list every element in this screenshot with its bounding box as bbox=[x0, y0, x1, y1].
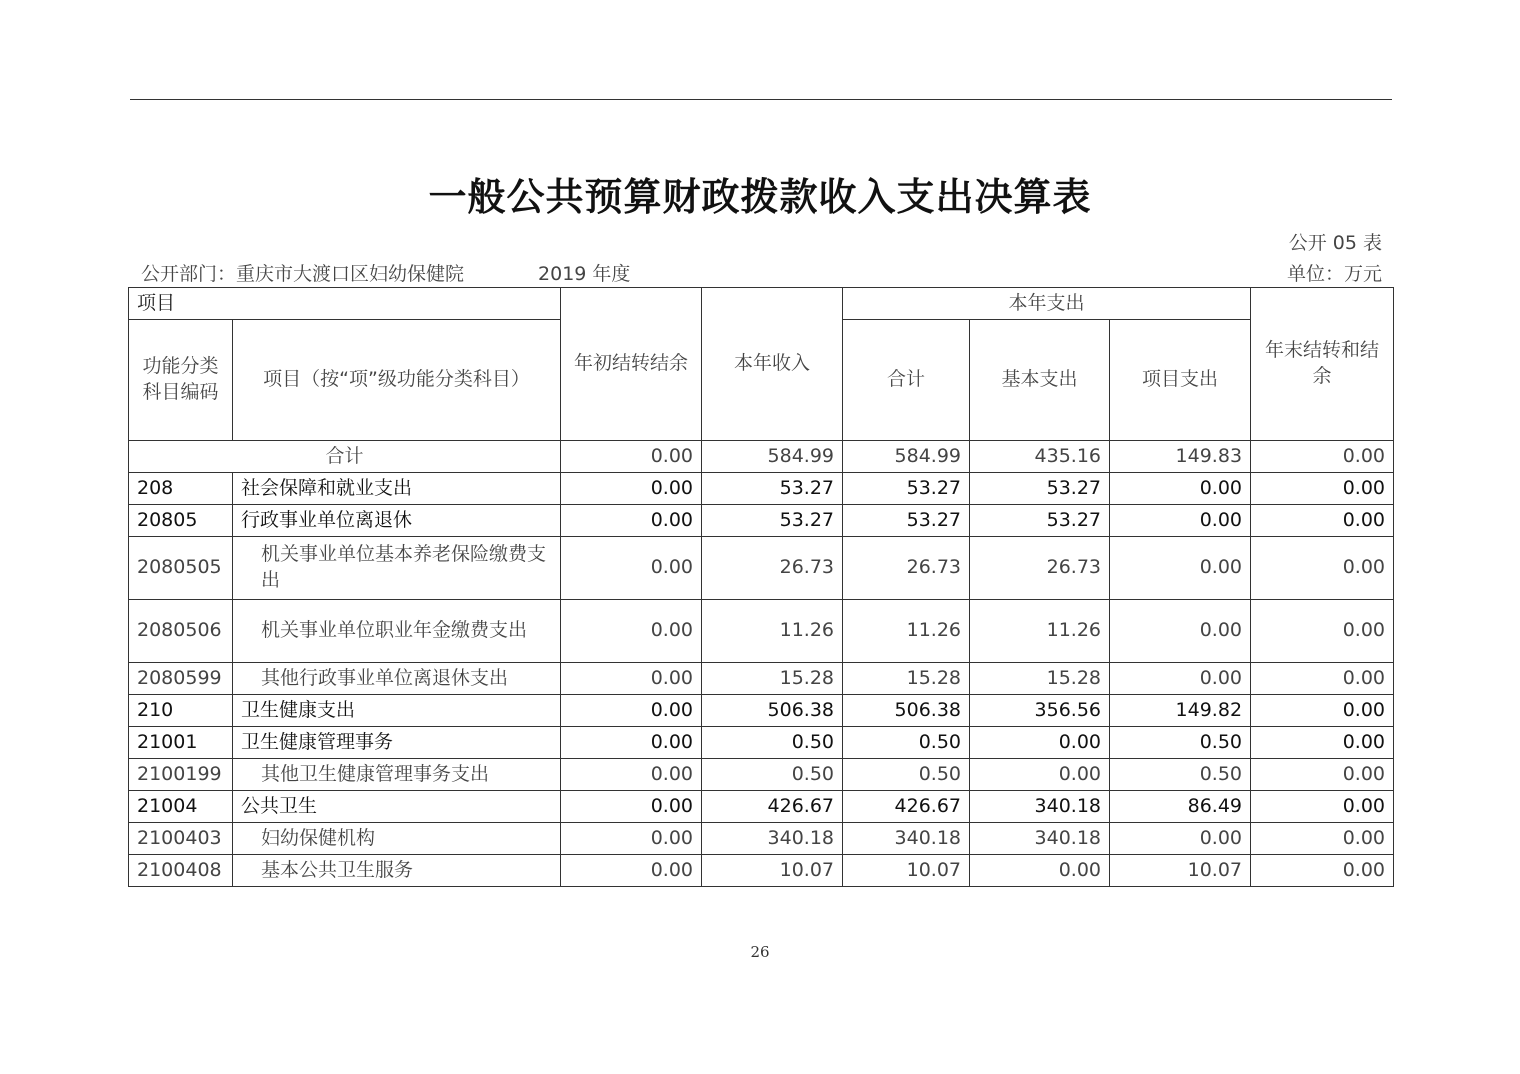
row-code: 2080506 bbox=[129, 600, 233, 663]
row-name: 社会保障和就业支出 bbox=[233, 473, 561, 505]
row-basic: 26.73 bbox=[970, 537, 1110, 600]
row-end-balance: 0.00 bbox=[1251, 823, 1394, 855]
row-expense-total: 426.67 bbox=[843, 791, 970, 823]
row-name: 行政事业单位离退休 bbox=[233, 505, 561, 537]
row-end-balance: 0.00 bbox=[1251, 663, 1394, 695]
row-code: 21004 bbox=[129, 791, 233, 823]
report-meta bbox=[141, 259, 630, 286]
row-code: 2080505 bbox=[129, 537, 233, 600]
table-row bbox=[129, 855, 1394, 887]
header-expense-total: 合计 bbox=[843, 320, 970, 441]
row-begin-balance: 0.00 bbox=[561, 505, 702, 537]
fiscal-year: 2019 年度 bbox=[538, 263, 631, 285]
row-basic: 15.28 bbox=[970, 663, 1110, 695]
row-expense-total: 0.50 bbox=[843, 759, 970, 791]
row-code: 2100199 bbox=[129, 759, 233, 791]
row-name: 公共卫生 bbox=[233, 791, 561, 823]
row-income: 53.27 bbox=[702, 505, 843, 537]
row-end-balance: 0.00 bbox=[1251, 695, 1394, 727]
row-begin-balance: 0.00 bbox=[561, 537, 702, 600]
form-number: 公开 05 表 bbox=[1288, 232, 1382, 254]
row-code: 21001 bbox=[129, 727, 233, 759]
row-income: 0.50 bbox=[702, 759, 843, 791]
row-basic: 0.00 bbox=[970, 727, 1110, 759]
row-name: 基本公共卫生服务 bbox=[233, 855, 561, 887]
row-begin-balance: 0.00 bbox=[561, 791, 702, 823]
row-income: 15.28 bbox=[702, 663, 843, 695]
row-project: 0.00 bbox=[1110, 537, 1251, 600]
header-end-balance: 年末结转和结余 bbox=[1251, 288, 1394, 441]
header-income: 本年收入 bbox=[702, 288, 843, 441]
row-expense-total: 340.18 bbox=[843, 823, 970, 855]
total-income: 584.99 bbox=[702, 441, 843, 473]
row-project: 10.07 bbox=[1110, 855, 1251, 887]
row-name: 其他行政事业单位离退休支出 bbox=[233, 663, 561, 695]
row-income: 53.27 bbox=[702, 473, 843, 505]
row-begin-balance: 0.00 bbox=[561, 600, 702, 663]
row-expense-total: 10.07 bbox=[843, 855, 970, 887]
row-basic: 53.27 bbox=[970, 473, 1110, 505]
header-basic: 基本支出 bbox=[970, 320, 1110, 441]
row-name: 机关事业单位职业年金缴费支出 bbox=[233, 600, 561, 663]
total-begin-balance: 0.00 bbox=[561, 441, 702, 473]
table-row bbox=[129, 505, 1394, 537]
total-project: 149.83 bbox=[1110, 441, 1251, 473]
department-label: 公开部门：重庆市大渡口区妇幼保健院 bbox=[141, 263, 465, 285]
table-row bbox=[129, 663, 1394, 695]
row-begin-balance: 0.00 bbox=[561, 855, 702, 887]
row-begin-balance: 0.00 bbox=[561, 823, 702, 855]
budget-table bbox=[128, 287, 1394, 887]
row-expense-total: 53.27 bbox=[843, 505, 970, 537]
header-begin-balance: 年初结转结余 bbox=[561, 288, 702, 441]
row-begin-balance: 0.00 bbox=[561, 663, 702, 695]
header-item: 项目 bbox=[129, 288, 561, 320]
row-end-balance: 0.00 bbox=[1251, 855, 1394, 887]
unit-label: 单位：万元 bbox=[1286, 263, 1382, 285]
row-end-balance: 0.00 bbox=[1251, 727, 1394, 759]
row-expense-total: 0.50 bbox=[843, 727, 970, 759]
row-code: 2100408 bbox=[129, 855, 233, 887]
row-begin-balance: 0.00 bbox=[561, 727, 702, 759]
header-project: 项目支出 bbox=[1110, 320, 1251, 441]
page-number: 26 bbox=[750, 943, 770, 961]
row-name: 机关事业单位基本养老保险缴费支出 bbox=[233, 537, 561, 600]
row-project: 0.50 bbox=[1110, 727, 1251, 759]
row-project: 86.49 bbox=[1110, 791, 1251, 823]
total-label: 合计 bbox=[129, 441, 561, 473]
row-basic: 340.18 bbox=[970, 823, 1110, 855]
row-code: 2100403 bbox=[129, 823, 233, 855]
row-begin-balance: 0.00 bbox=[561, 695, 702, 727]
row-code: 20805 bbox=[129, 505, 233, 537]
row-income: 340.18 bbox=[702, 823, 843, 855]
row-income: 426.67 bbox=[702, 791, 843, 823]
row-expense-total: 11.26 bbox=[843, 600, 970, 663]
header-row-1 bbox=[129, 288, 1394, 320]
table-row bbox=[129, 537, 1394, 600]
header-name: 项目（按“项”级功能分类科目） bbox=[233, 320, 561, 441]
row-project: 0.00 bbox=[1110, 600, 1251, 663]
row-expense-total: 26.73 bbox=[843, 537, 970, 600]
total-row bbox=[129, 441, 1394, 473]
row-basic: 11.26 bbox=[970, 600, 1110, 663]
row-expense-total: 506.38 bbox=[843, 695, 970, 727]
row-name: 妇幼保健机构 bbox=[233, 823, 561, 855]
row-code: 2080599 bbox=[129, 663, 233, 695]
row-income: 11.26 bbox=[702, 600, 843, 663]
total-expense: 584.99 bbox=[843, 441, 970, 473]
table-row bbox=[129, 759, 1394, 791]
row-end-balance: 0.00 bbox=[1251, 505, 1394, 537]
row-expense-total: 15.28 bbox=[843, 663, 970, 695]
row-basic: 356.56 bbox=[970, 695, 1110, 727]
header-expense-group: 本年支出 bbox=[843, 288, 1251, 320]
row-name: 卫生健康支出 bbox=[233, 695, 561, 727]
row-basic: 0.00 bbox=[970, 759, 1110, 791]
row-project: 149.82 bbox=[1110, 695, 1251, 727]
row-income: 10.07 bbox=[702, 855, 843, 887]
row-code: 210 bbox=[129, 695, 233, 727]
table-row bbox=[129, 695, 1394, 727]
row-basic: 0.00 bbox=[970, 855, 1110, 887]
total-basic: 435.16 bbox=[970, 441, 1110, 473]
row-begin-balance: 0.00 bbox=[561, 473, 702, 505]
table-row bbox=[129, 473, 1394, 505]
table-row bbox=[129, 823, 1394, 855]
row-expense-total: 53.27 bbox=[843, 473, 970, 505]
page-title: 一般公共预算财政拨款收入支出决算表 bbox=[428, 174, 1092, 219]
row-end-balance: 0.00 bbox=[1251, 473, 1394, 505]
row-name: 其他卫生健康管理事务支出 bbox=[233, 759, 561, 791]
table-row bbox=[129, 791, 1394, 823]
header-code: 功能分类科目编码 bbox=[129, 320, 233, 441]
row-income: 0.50 bbox=[702, 727, 843, 759]
table-row bbox=[129, 727, 1394, 759]
total-end-balance: 0.00 bbox=[1251, 441, 1394, 473]
row-project: 0.00 bbox=[1110, 505, 1251, 537]
row-end-balance: 0.00 bbox=[1251, 537, 1394, 600]
row-code: 208 bbox=[129, 473, 233, 505]
row-basic: 340.18 bbox=[970, 791, 1110, 823]
row-end-balance: 0.00 bbox=[1251, 791, 1394, 823]
row-basic: 53.27 bbox=[970, 505, 1110, 537]
row-project: 0.50 bbox=[1110, 759, 1251, 791]
table-row bbox=[129, 600, 1394, 663]
row-income: 26.73 bbox=[702, 537, 843, 600]
header-rule bbox=[130, 99, 1392, 100]
row-income: 506.38 bbox=[702, 695, 843, 727]
row-begin-balance: 0.00 bbox=[561, 759, 702, 791]
row-end-balance: 0.00 bbox=[1251, 600, 1394, 663]
row-end-balance: 0.00 bbox=[1251, 759, 1394, 791]
row-project: 0.00 bbox=[1110, 823, 1251, 855]
row-project: 0.00 bbox=[1110, 473, 1251, 505]
row-project: 0.00 bbox=[1110, 663, 1251, 695]
row-name: 卫生健康管理事务 bbox=[233, 727, 561, 759]
